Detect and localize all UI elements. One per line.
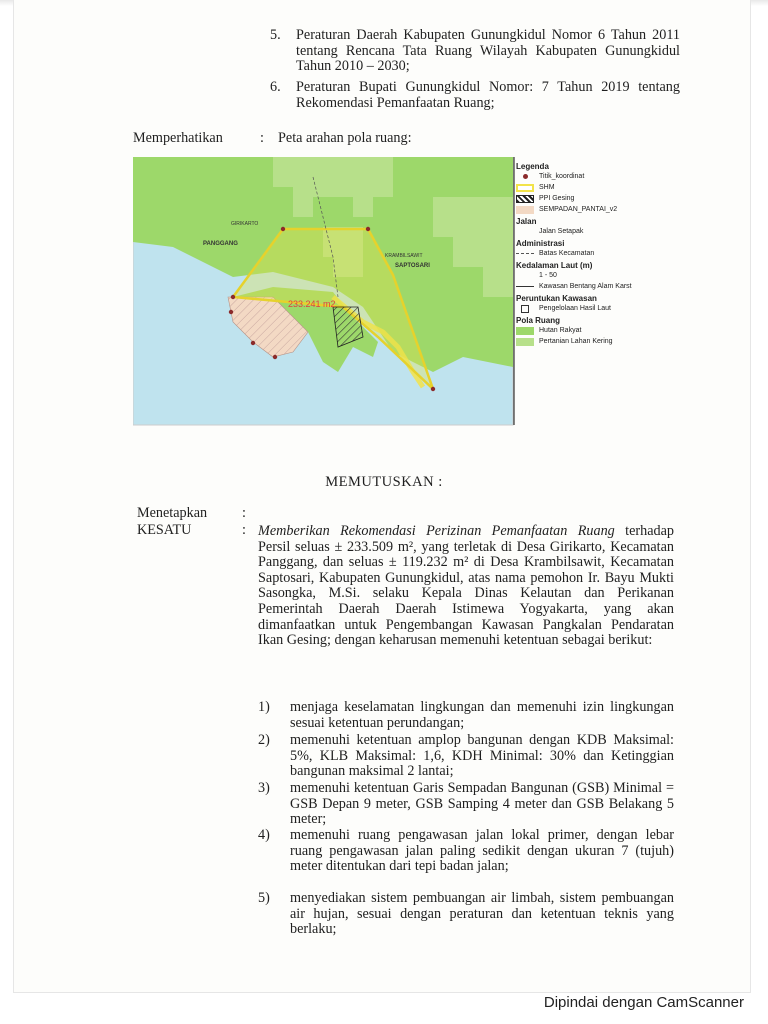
kesatu-label: KESATU [137, 522, 192, 538]
condition-text: memenuhi ruang pengawasan jalan lokal primer, dengan lebar ruang pengawasan jalan paling sedikit dengan ukuran 7 (tujuh) meter ditentukan dari tepi badan jalan; [290, 827, 674, 875]
consideration-number: 6. [270, 79, 281, 95]
legend-item-titik: Titik_koordinat [516, 171, 686, 182]
kesatu-text: terhadap Persil seluas ± 233.509 m², yang terletak di Desa Girikarto, Kecamatan Panggang, dan seluas ± 119.232 m² di Desa Krambilsawit, Kecamatan Saptosari, Kabupaten Gunungkidul, atas nama pemohon Ir. Bayu Mukti Sasongka, M.Si. selaku Kepala Dinas Kelautan dan Perikanan Pemerintah Daerah Daerah Istimewa Yogyakarta, yang akan dimanfaatkan untuk Pengembangan Kawasan Pangkalan Pendaratan Ikan Gesing; dengan keharusan memenuhi ketentuan sebagai berikut: [258, 523, 674, 649]
karst-line-icon [516, 286, 534, 287]
boundary-line-icon [516, 253, 534, 254]
condition-number: 5) [258, 890, 270, 906]
consideration-text: Peraturan Bupati Gunungkidul Nomor: 7 Tahun 2019 tentang Rekomendasi Pemanfaatan Ruang; [296, 79, 680, 111]
map-legend [516, 160, 686, 347]
memperhatikan-colon: : [260, 130, 264, 146]
legend-item-batas: Batas Kecamatan [516, 248, 686, 259]
legend-section-peruntukan: Peruntukan Kawasan [516, 294, 597, 303]
condition-number: 2) [258, 732, 270, 748]
shm-swatch-icon [516, 184, 534, 192]
map-label-krambilsawit: KRAMBILSAWIT [385, 253, 423, 259]
legend-item-pengelolaan: Pengelolaan Hasil Laut [516, 303, 686, 314]
legend-section-jalan: Jalan [516, 217, 537, 226]
point-icon [516, 173, 534, 181]
ppi-swatch-icon [516, 195, 534, 203]
legend-title: Legenda [516, 162, 549, 171]
depth-icon [516, 272, 534, 280]
memperhatikan-text: Peta arahan pola ruang: [278, 130, 412, 146]
legend-item-karst: Kawasan Bentang Alam Karst [516, 281, 686, 292]
map-label-saptosari: SAPTOSARI [395, 263, 430, 269]
condition-text: memenuhi ketentuan Garis Sempadan Bangunan (GSB) Minimal = GSB Depan 9 meter, GSB Samping 4 meter dan GSB Belakang 5 meter; [290, 780, 674, 828]
legend-item-shm: SHM [516, 182, 686, 193]
consideration-number: 5. [270, 27, 281, 43]
legend-section-pola-ruang: Pola Ruang [516, 316, 561, 325]
condition-text: menyediakan sistem pembuangan air limbah, sistem pembuangan air hujan, sesuai dengan peraturan dan ketentuan teknis yang berlaku; [290, 890, 674, 938]
map-label-panggang: PANGGANG [203, 241, 238, 247]
decision-title: MEMUTUSKAN : [325, 474, 443, 490]
memperhatikan-label: Memperhatikan [133, 130, 223, 146]
kesatu-italic-lead: Memberikan Rekomendasi Perizinan Pemanfaatan Ruang [258, 523, 615, 539]
map-label-girikarto: GIRIKARTO [231, 221, 259, 227]
legend-item-jalan: Jalan Setapak [516, 226, 686, 237]
sempadan-swatch-icon [516, 206, 534, 214]
kesatu-colon: : [242, 522, 246, 538]
kesatu-body [258, 524, 674, 649]
forest-swatch-icon [516, 327, 534, 335]
menetapkan-label: Menetapkan [137, 505, 208, 521]
legend-section-kedalaman: Kedalaman Laut (m) [516, 261, 593, 270]
legend-item-depth: 1 - 50 [516, 270, 686, 281]
farm-swatch-icon [516, 338, 534, 346]
legend-section-administrasi: Administrasi [516, 239, 565, 248]
harbor-icon [521, 305, 529, 313]
map-area-label: 233.241 m2 [288, 299, 336, 309]
legend-item-ppi: PPI Gesing [516, 193, 686, 204]
condition-number: 4) [258, 827, 270, 843]
consideration-text: Peraturan Daerah Kabupaten Gunungkidul Nomor 6 Tahun 2011 tentang Rencana Tata Ruang Wilayah Kabupaten Gunungkidul Tahun 2010 – 2030; [296, 27, 680, 74]
condition-text: memenuhi ketentuan amplop bangunan dengan KDB Maksimal: 5%, KLB Maksimal: 1,6, KDH Minimal: 30% dan Ketinggian bangunan maksimal 2 lantai; [290, 732, 674, 780]
condition-number: 3) [258, 780, 270, 796]
condition-number: 1) [258, 699, 270, 715]
road-line-icon [516, 228, 534, 236]
legend-item-sempadan: SEMPADAN_PANTAI_v2 [516, 204, 686, 215]
legend-item-hutan: Hutan Rakyat [516, 325, 686, 336]
legend-item-pertanian: Pertanian Lahan Kering [516, 336, 686, 347]
condition-text: menjaga keselamatan lingkungan dan memenuhi izin lingkungan sesuai ketentuan perundangan; [290, 699, 674, 731]
scanner-watermark: Dipindai dengan CamScanner [543, 994, 744, 1011]
menetapkan-colon: : [242, 505, 246, 521]
